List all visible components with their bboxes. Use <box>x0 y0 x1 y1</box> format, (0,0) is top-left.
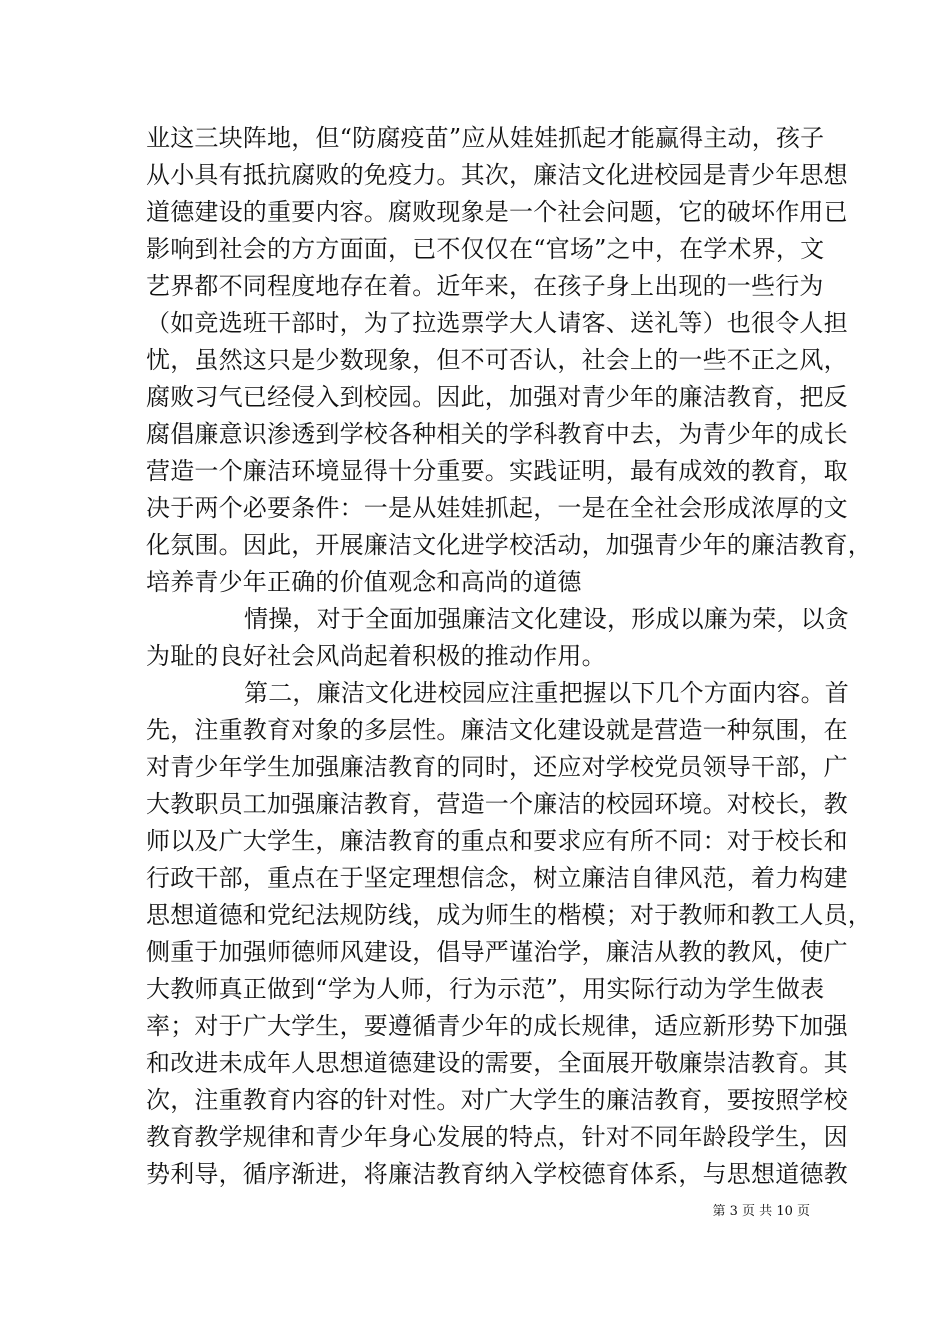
text-line: 培养青少年正确的价值观念和高尚的道德 <box>146 568 582 596</box>
text-line: 对青少年学生加强廉洁教育的同时，还应对学校党员领导干部，广 <box>146 753 848 781</box>
text-line: 和改进未成年人思想道德建设的需要，全面展开敬廉崇洁教育。其 <box>146 1049 848 1077</box>
text-line: 营造一个廉洁环境显得十分重要。实践证明，最有成效的教育，取 <box>146 457 848 485</box>
text-line: 艺界都不同程度地存在着。近年来，在孩子身上出现的一些行为 <box>146 272 824 300</box>
paragraph-3 <box>146 675 872 1193</box>
text-line: 决于两个必要条件：一是从娃娃抓起，一是在全社会形成浓厚的文 <box>146 494 848 522</box>
text-line: （如竞选班干部时，为了拉选票学大人请客、送礼等）也很令人担 <box>146 309 848 337</box>
text-line: 教育教学规律和青少年身心发展的特点，针对不同年龄段学生，因 <box>146 1123 848 1151</box>
text-line: 从小具有抵抗腐败的免疫力。其次，廉洁文化进校园是青少年思想 <box>146 161 848 189</box>
text-line: 师以及广大学生，廉洁教育的重点和要求应有所不同：对于校长和 <box>146 827 848 855</box>
text-line: 势利导，循序渐进，将廉洁教育纳入学校德育体系，与思想道德教 <box>146 1160 848 1188</box>
text-line: 情操，对于全面加强廉洁文化建设，形成以廉为荣，以贪 <box>244 605 849 633</box>
text-line: 影响到社会的方方面面，已不仅仅在“官场”之中，在学术界，文 <box>146 235 825 263</box>
text-line: 业这三块阵地，但“防腐疫苗”应从娃娃抓起才能赢得主动，孩子 <box>146 124 825 152</box>
text-line: 次，注重教育内容的针对性。对广大学生的廉洁教育，要按照学校 <box>146 1086 848 1114</box>
page-number-footer: 第 3 页 共 10 页 <box>712 1204 810 1219</box>
text-line: 率；对于广大学生，要遵循青少年的成长规律，适应新形势下加强 <box>146 1012 848 1040</box>
paragraph-2 <box>146 601 849 675</box>
text-line: 为耻的良好社会风尚起着积极的推动作用。 <box>146 642 606 670</box>
text-line: 思想道德和党纪法规防线，成为师生的楷模；对于教师和教工人员， <box>146 901 872 929</box>
text-line: 腐倡廉意识渗透到学校各种相关的学科教育中去，为青少年的成长 <box>146 420 848 448</box>
text-line: 道德建设的重要内容。腐败现象是一个社会问题，它的破坏作用已 <box>146 198 848 226</box>
text-line: 大教职员工加强廉洁教育，营造一个廉洁的校园环境。对校长，教 <box>146 790 848 818</box>
text-line: 行政干部，重点在于坚定理想信念，树立廉洁自律风范，着力构建 <box>146 864 848 892</box>
text-line: 化氛围。因此，开展廉洁文化进学校活动，加强青少年的廉洁教育， <box>146 531 872 559</box>
text-line: 先，注重教育对象的多层性。廉洁文化建设就是营造一种氛围，在 <box>146 716 848 744</box>
body-text <box>146 120 872 1193</box>
text-line: 侧重于加强师德师风建设，倡导严谨治学，廉洁从教的教风，使广 <box>146 938 848 966</box>
text-line: 大教师真正做到“学为人师，行为示范”，用实际行动为学生做表 <box>146 975 825 1003</box>
text-line: 忧，虽然这只是少数现象，但不可否认，社会上的一些不正之风， <box>146 346 848 374</box>
text-line: 第二，廉洁文化进校园应注重把握以下几个方面内容。首 <box>244 679 849 707</box>
paragraph-1 <box>146 120 872 601</box>
text-line: 腐败习气已经侵入到校园。因此，加强对青少年的廉洁教育，把反 <box>146 383 848 411</box>
